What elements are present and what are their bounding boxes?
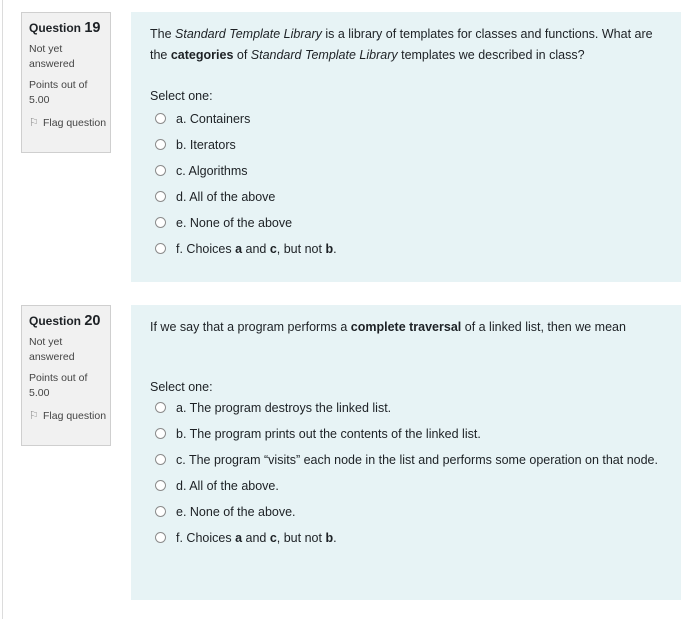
text-run: c (269, 531, 277, 545)
question-number (29, 19, 110, 37)
answer-option[interactable] (150, 426, 663, 444)
option-label[interactable] (176, 502, 296, 522)
text-run: c. Algorithms (176, 164, 248, 178)
answer-option[interactable] (150, 215, 663, 233)
text-run: categories (170, 48, 234, 62)
text-run: b. Iterators (176, 138, 236, 152)
radio-button[interactable] (155, 428, 166, 439)
text-run: e. None of the above (176, 216, 293, 230)
question-content (131, 12, 681, 282)
answer-option[interactable] (150, 241, 663, 259)
question-number-value: 20 (84, 313, 101, 329)
text-run: complete traversal (350, 320, 462, 334)
text-run: If we say that a program performs a (150, 320, 351, 334)
radio-button[interactable] (155, 532, 166, 543)
text-run: b (325, 531, 334, 545)
option-label[interactable] (176, 450, 658, 470)
question-content (131, 305, 681, 600)
text-run: . (333, 531, 337, 545)
answer-option[interactable] (150, 530, 663, 548)
text-run: a (235, 531, 243, 545)
text-run: f. Choices (176, 531, 236, 545)
question-info-panel (21, 305, 111, 446)
question-grade: Points out of 5.00 (29, 79, 88, 106)
answer-option[interactable] (150, 137, 663, 155)
text-run: f. Choices (176, 242, 236, 256)
text-run: b (325, 242, 334, 256)
answer-options (150, 111, 663, 259)
answer-option[interactable] (150, 504, 663, 522)
text-run: is a library of templates for classes and functions. What are the (150, 27, 653, 62)
question-label: Question (29, 314, 82, 328)
flag-icon: ⚐ (29, 117, 39, 129)
option-label[interactable] (176, 398, 391, 418)
question-info-panel (21, 12, 111, 153)
answer-option[interactable] (150, 400, 663, 418)
question-grade: Points out of 5.00 (29, 372, 88, 399)
radio-button[interactable] (155, 191, 166, 202)
option-label[interactable] (176, 135, 236, 155)
option-label[interactable] (176, 239, 337, 259)
text-run: , but not (276, 531, 326, 545)
radio-button[interactable] (155, 165, 166, 176)
question-state: Not yet answered (29, 336, 75, 363)
text-run: c (269, 242, 277, 256)
text-run: e. None of the above. (176, 505, 296, 519)
option-label[interactable] (176, 213, 292, 233)
text-run: of a linked list, then we mean (461, 320, 626, 334)
text-run: of (233, 48, 251, 62)
select-one-prompt: Select one: (150, 89, 213, 103)
option-label[interactable] (176, 109, 250, 129)
flag-question-label: Flag question (43, 117, 107, 129)
question-state: Not yet answered (29, 43, 75, 70)
option-label[interactable] (176, 424, 481, 444)
text-run: b. The program prints out the contents of the linked list. (176, 427, 481, 441)
flag-question-link[interactable] (29, 116, 110, 131)
radio-button[interactable] (155, 113, 166, 124)
question-text (150, 317, 663, 338)
question-number (29, 312, 110, 330)
select-one-prompt: Select one: (150, 380, 213, 394)
text-run: d. All of the above (176, 190, 276, 204)
radio-button[interactable] (155, 480, 166, 491)
option-label[interactable] (176, 476, 279, 496)
text-run: a. The program destroys the linked list. (176, 401, 392, 415)
option-label[interactable] (176, 187, 275, 207)
radio-button[interactable] (155, 454, 166, 465)
text-run: and (242, 531, 270, 545)
question-number-value: 19 (84, 20, 101, 36)
text-run: . (333, 242, 337, 256)
flag-icon: ⚐ (29, 410, 39, 422)
text-run: templates we described in class? (397, 48, 585, 62)
text-run: a (235, 242, 243, 256)
radio-button[interactable] (155, 243, 166, 254)
flag-question-link[interactable] (29, 409, 110, 424)
text-run: , but not (276, 242, 326, 256)
text-run: d. All of the above. (176, 479, 279, 493)
text-run: Standard Template Library (175, 27, 322, 41)
answer-option[interactable] (150, 452, 663, 470)
answer-option[interactable] (150, 163, 663, 181)
radio-button[interactable] (155, 139, 166, 150)
radio-button[interactable] (155, 217, 166, 228)
text-run: a. Containers (176, 112, 251, 126)
answer-option[interactable] (150, 111, 663, 129)
text-run: c. The program “visits” each node in the list and performs some operation on that node. (176, 453, 658, 467)
answer-option[interactable] (150, 478, 663, 496)
option-label[interactable] (176, 528, 337, 548)
radio-button[interactable] (155, 506, 166, 517)
page-left-border (2, 0, 3, 619)
radio-button[interactable] (155, 402, 166, 413)
text-run: and (242, 242, 270, 256)
answer-options (150, 400, 663, 548)
text-run: Standard Template Library (250, 48, 398, 62)
answer-option[interactable] (150, 189, 663, 207)
text-run: The (150, 27, 176, 41)
question-text (150, 24, 663, 66)
question-label: Question (29, 21, 82, 35)
flag-question-label: Flag question (43, 410, 107, 422)
option-label[interactable] (176, 161, 248, 181)
